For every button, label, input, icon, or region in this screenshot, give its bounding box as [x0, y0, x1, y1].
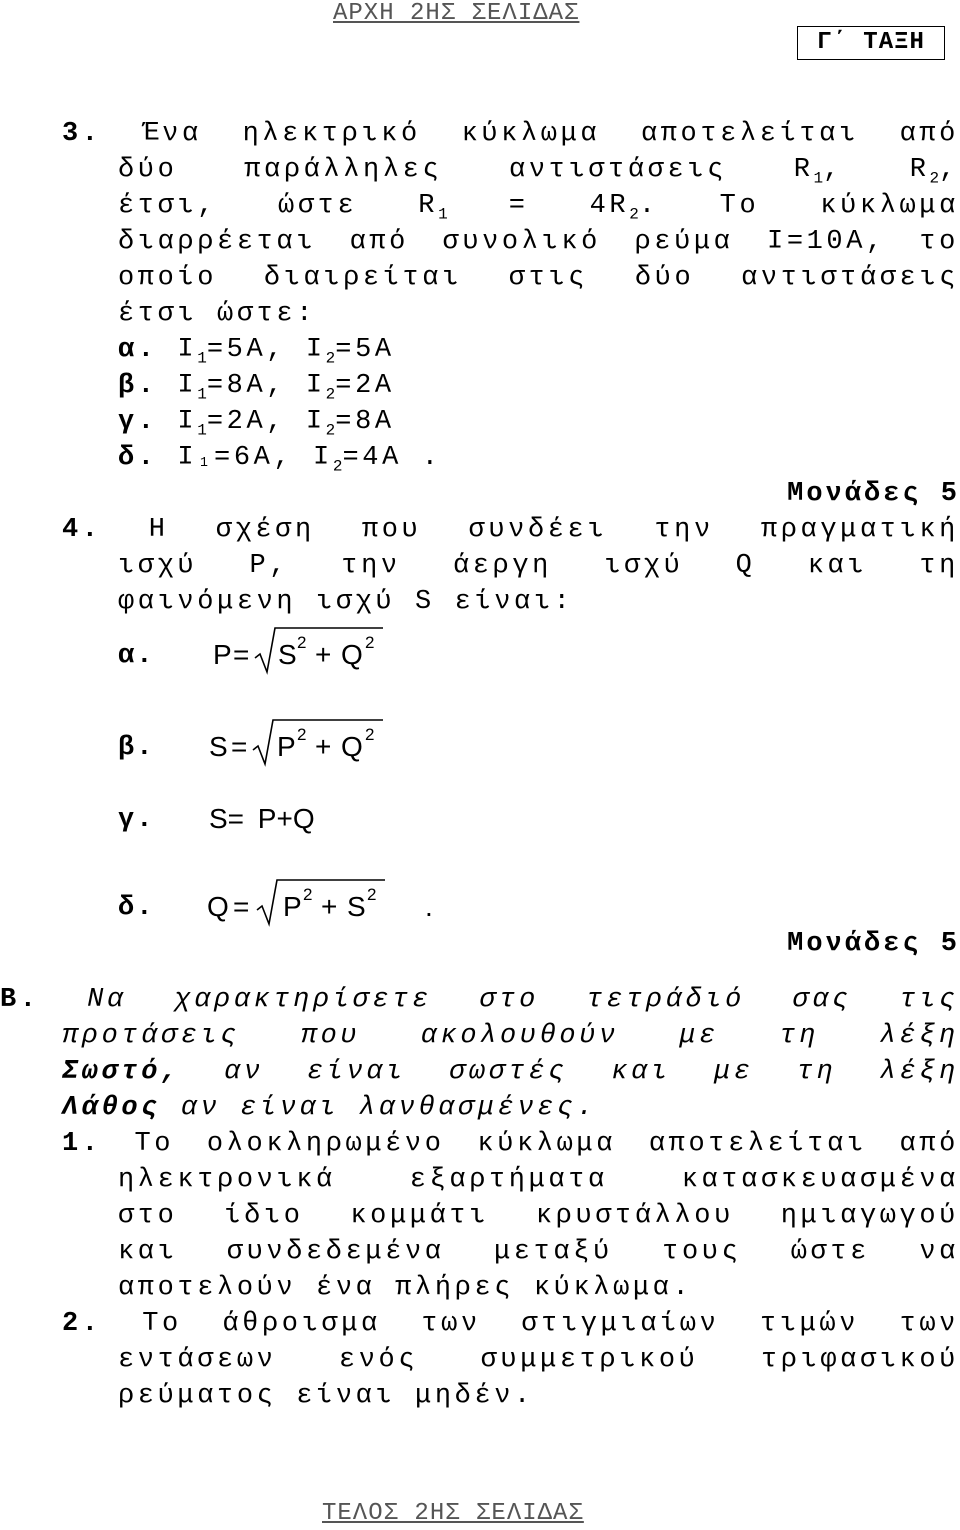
partb-line-2: [62, 1018, 959, 1054]
q4-word: άεργη: [452, 551, 552, 581]
svg-text:Q: Q: [207, 891, 229, 922]
q3-marks: Μονάδες 5: [787, 479, 960, 509]
q4-word: σχέση: [215, 515, 315, 545]
q4-word: τη: [919, 551, 959, 581]
item2-word: άθροισμα: [222, 1309, 381, 1339]
q4-word: πραγματική: [760, 515, 959, 545]
q4-word: και: [807, 551, 868, 581]
item2-line-1: [62, 1306, 959, 1342]
q3-word: οποίο: [118, 263, 218, 293]
q3-word: Το: [719, 191, 760, 221]
svg-text:S= P+Q: S= P+Q: [209, 803, 315, 834]
item2-word: στιγμιαίων: [521, 1309, 720, 1339]
item1-word: κρυστάλλου: [535, 1201, 734, 1231]
item1-word: ημιαγωγού: [780, 1201, 959, 1231]
q3-word: το: [919, 227, 959, 257]
q3-line-4: [118, 224, 959, 260]
q4-marks: Μονάδες 5: [787, 929, 960, 959]
item2-line-2: [118, 1342, 959, 1378]
partb-word: χαρακτηρίσετε: [174, 985, 432, 1015]
q4-line-3: φαινόμενη ισχύ S είναι:: [118, 587, 574, 617]
q3-word: στις: [508, 263, 588, 293]
item1-word: τους: [662, 1237, 742, 1267]
partb-word: σας: [792, 985, 852, 1015]
q4-option-a-formula: [205, 620, 405, 680]
item2-line-3: ρεύματος είναι μηδέν.: [118, 1381, 534, 1411]
item2-word: των: [899, 1309, 959, 1339]
svg-text:2: 2: [367, 885, 377, 904]
q4-word: Η: [148, 515, 169, 545]
item1-word: ώστε: [790, 1237, 870, 1267]
q3-word: δύο: [118, 155, 178, 185]
q3-word: ώστε: [278, 191, 358, 221]
partb-word: και: [611, 1057, 671, 1087]
item1-word: αποτελείται: [648, 1129, 867, 1159]
partb-word: είναι: [306, 1057, 406, 1087]
q4-option-d-formula: [205, 872, 465, 932]
item1-word: ολοκληρωμένο: [206, 1129, 445, 1159]
item2-word: των: [421, 1309, 481, 1339]
partb-word: προτάσεις: [62, 1021, 241, 1051]
partb-word: αν: [224, 1057, 264, 1087]
item1-word: εξαρτήματα: [409, 1165, 608, 1195]
q4-line-2: [118, 548, 959, 584]
partb-word: λέξη: [879, 1021, 959, 1051]
q4-option-c-label: γ.: [118, 805, 155, 835]
partb-letter: Β.: [0, 985, 40, 1015]
item1-line-4: [118, 1234, 959, 1270]
item1-word: κύκλωμα: [477, 1129, 617, 1159]
svg-text:2: 2: [365, 725, 375, 744]
item2-word: τριφασικού: [760, 1345, 959, 1375]
svg-text:=: =: [233, 891, 250, 922]
svg-text:P: P: [283, 891, 302, 922]
item1-line-1: [62, 1126, 959, 1162]
q3-word: αποτελείται: [640, 119, 859, 149]
partb-word: τη: [796, 1057, 837, 1087]
q4-option-b-formula: [205, 712, 405, 772]
item2-word: Το: [142, 1309, 182, 1339]
item1-word: στο: [118, 1201, 178, 1231]
q3-option-d: δ. Ι₁=6Α, $I_2=4A$ .: [118, 443, 442, 476]
partb-word: τετράδιό: [586, 985, 745, 1015]
q4-option-a-label: α.: [118, 641, 155, 671]
q3-word: διαιρείται: [263, 263, 462, 293]
partb-word: που: [300, 1021, 361, 1051]
q3-word: ηλεκτρικό: [242, 119, 421, 149]
q3-number: 3.: [62, 119, 102, 149]
partb-line-1: [0, 982, 959, 1018]
page-footer: ΤΕΛΟΣ 2ΗΣ ΣΕΛΙΔΑΣ: [322, 1500, 584, 1527]
q4-word: Q: [735, 551, 756, 581]
q3-option-b: β. $I_1=8A$, $I_2=2A$: [118, 371, 395, 404]
item1-word: ηλεκτρονικά: [118, 1165, 336, 1195]
item1-word: μεταξύ: [493, 1237, 613, 1267]
svg-text:P: P: [277, 731, 296, 762]
item1-word: κατασκευασμένα: [681, 1165, 959, 1195]
q3-word: δύο: [634, 263, 695, 293]
q4-word: που: [361, 515, 422, 545]
q3-line-1: [62, 116, 959, 152]
q4-word: συνδέει: [468, 515, 608, 545]
q4-word: την: [654, 515, 714, 545]
svg-text:S: S: [209, 731, 228, 762]
q3-word: κύκλωμα: [820, 191, 959, 221]
q3-word: Ένα: [142, 119, 202, 149]
q3-word: αντιστάσεις: [741, 263, 959, 293]
item1-word: να: [919, 1237, 959, 1267]
page-header: ΑΡΧΗ 2ΗΣ ΣΕΛΙΔΑΣ: [333, 0, 580, 27]
q4-word: P,: [249, 551, 290, 581]
svg-text:=: =: [231, 731, 248, 762]
item1-line-3: [118, 1198, 959, 1234]
partb-word: τη: [779, 1021, 820, 1051]
svg-text:2: 2: [303, 885, 313, 904]
r2-symbol: $R_2$,: [909, 155, 959, 188]
item1-number: 1.: [62, 1129, 102, 1159]
q4-number: 4.: [62, 515, 102, 545]
r2-expression: $4R_2$.: [589, 191, 659, 224]
partb-word: λέξη: [879, 1057, 959, 1087]
q3-word: παράλληλες: [244, 155, 443, 185]
item1-word: και: [118, 1237, 178, 1267]
q3-line-6: έτσι ώστε:: [118, 299, 317, 329]
wrong-word: Λάθος: [62, 1093, 162, 1123]
svg-text:2: 2: [365, 633, 375, 652]
item1-line-5: αποτελούν ένα πλήρες κύκλωμα.: [118, 1273, 693, 1303]
q4-word: την: [341, 551, 401, 581]
svg-text:S: S: [347, 891, 366, 922]
partb-word: με: [679, 1021, 719, 1051]
partb-word: σωστές: [449, 1057, 569, 1087]
r1-symbol: $R_1$: [418, 191, 448, 224]
svg-text:2: 2: [297, 633, 307, 652]
partb-word: στο: [479, 985, 539, 1015]
class-box: Γ΄ ΤΑΞΗ: [797, 26, 945, 60]
svg-text:+: +: [315, 731, 332, 762]
item1-word: από: [899, 1129, 959, 1159]
q4-word: ισχύ: [604, 551, 684, 581]
q3-word: αντιστάσεις: [509, 155, 727, 185]
item1-line-2: [118, 1162, 959, 1198]
partb-word: ακολουθούν: [420, 1021, 619, 1051]
q3-word: Ι=10Α,: [767, 227, 886, 257]
partb-word: Να: [87, 985, 127, 1015]
q3-word: από: [349, 227, 409, 257]
svg-text:+: +: [321, 891, 338, 922]
q4-line-1: [62, 512, 959, 548]
partb-word: με: [714, 1057, 754, 1087]
q3-word: διαρρέεται: [118, 227, 317, 257]
item1-word: συνδεδεμένα: [226, 1237, 445, 1267]
partb-word: τις: [899, 985, 959, 1015]
svg-text:S: S: [278, 639, 297, 670]
q3-word: ρεύμα: [634, 227, 734, 257]
item2-word: συμμετρικού: [480, 1345, 699, 1375]
svg-text:P: P: [213, 639, 232, 670]
q4-option-c-formula: [205, 784, 405, 844]
q3-word: από: [899, 119, 959, 149]
q3-word: κύκλωμα: [461, 119, 601, 149]
item2-word: εντάσεων: [118, 1345, 277, 1375]
q3-option-a: α. $I_1=5A$, $I_2=5A$: [118, 335, 395, 368]
svg-text:Q: Q: [341, 731, 363, 762]
svg-text:+: +: [315, 639, 332, 670]
item1-word: ίδιο: [224, 1201, 304, 1231]
item2-word: ενός: [338, 1345, 419, 1375]
equals-sign: =: [508, 191, 529, 221]
item2-word: τιμών: [759, 1309, 859, 1339]
q3-line-5: [118, 260, 959, 296]
q3-option-c: γ. $I_1=2A$, $I_2=8A$: [118, 407, 395, 440]
item1-word: κομμάτι: [350, 1201, 489, 1231]
q4-option-d-label: δ.: [118, 893, 155, 923]
item1-word: Το: [134, 1129, 175, 1159]
svg-text:Q: Q: [341, 639, 363, 670]
q4-option-b-label: β.: [118, 733, 155, 763]
r1-symbol: $R_1$,: [793, 155, 843, 188]
svg-text:=: =: [233, 639, 250, 670]
svg-text:2: 2: [297, 725, 307, 744]
partb-line-3: [62, 1054, 959, 1090]
q3-word: έτσι,: [118, 191, 218, 221]
svg-text:.: .: [425, 891, 433, 922]
correct-word: Σωστό,: [62, 1057, 181, 1087]
q3-word: συνολικό: [442, 227, 601, 257]
partb-line-4: Λάθος αν είναι λανθασμένες.: [62, 1093, 597, 1123]
q4-word: ισχύ: [118, 551, 198, 581]
item2-number: 2.: [62, 1309, 102, 1339]
